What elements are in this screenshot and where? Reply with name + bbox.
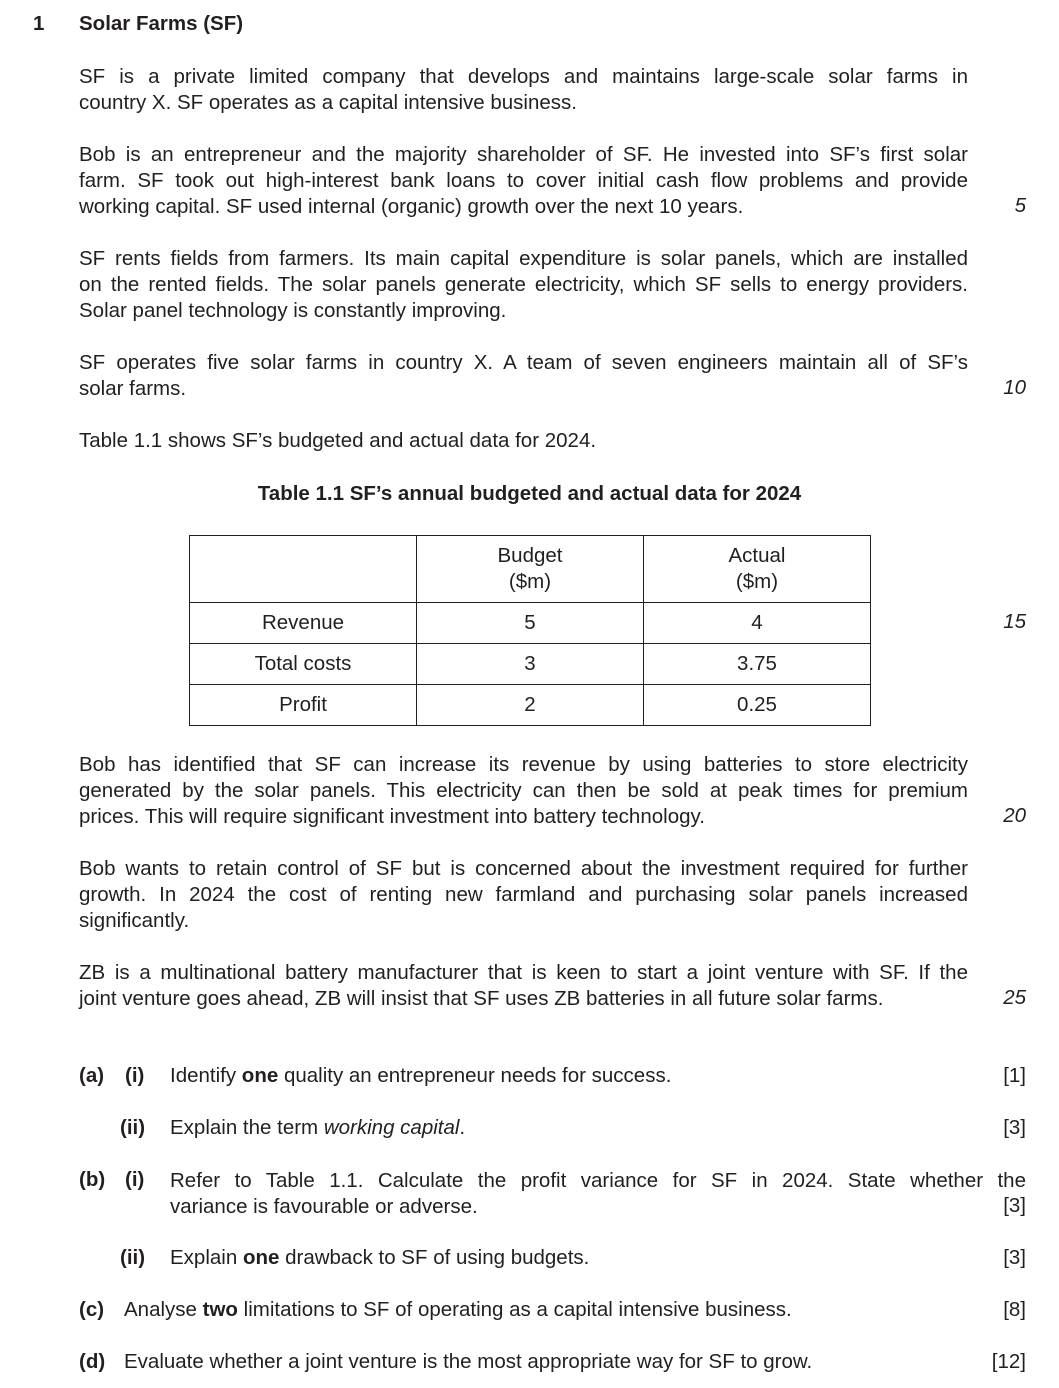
marks-b-i: [3] bbox=[1003, 1194, 1026, 1217]
part-b-ii-text bbox=[170, 1246, 589, 1270]
part-d-label: (d) bbox=[79, 1350, 106, 1373]
question-line: Refer to Table 1.1. Calculate the profit variance for SF in 2024. State whether the bbox=[170, 1169, 1026, 1192]
paragraph-line: Bob wants to retain control of SF but is concerned about the investment required for further bbox=[79, 857, 968, 880]
part-b-label: (b) bbox=[79, 1168, 106, 1191]
table-header-cell bbox=[644, 536, 871, 603]
paragraph-line: country X. SF operates as a capital intensive business. bbox=[79, 91, 577, 114]
question-text: Explain the term bbox=[170, 1116, 324, 1139]
table-header-row bbox=[190, 536, 871, 603]
paragraph-line: farm. SF took out high-interest bank loans to cover initial cash flow problems and provide bbox=[79, 169, 968, 192]
part-c-text bbox=[124, 1298, 792, 1322]
table-cell: 5 bbox=[417, 603, 644, 644]
question-number: 1 bbox=[33, 12, 45, 35]
paragraph-line: growth. In 2024 the cost of renting new farmland and purchasing solar panels increased bbox=[79, 883, 968, 906]
question-text: quality an entrepreneur needs for success. bbox=[278, 1064, 672, 1087]
table-row bbox=[190, 685, 871, 726]
paragraph-line: Bob has identified that SF can increase its revenue by using batteries to store electricity bbox=[79, 753, 968, 776]
part-a-ii-text bbox=[170, 1116, 465, 1140]
paragraph-8 bbox=[79, 960, 968, 1012]
part-b-i-label: (i) bbox=[125, 1168, 145, 1191]
part-d-text: Evaluate whether a joint venture is the most appropriate way for SF to grow. bbox=[124, 1350, 813, 1373]
header-line: Budget bbox=[497, 544, 563, 567]
table-header-cell bbox=[417, 536, 644, 603]
line-number: 20 bbox=[1003, 804, 1026, 827]
paragraph-line: Bob is an entrepreneur and the majority shareholder of SF. He invested into SF’s first solar bbox=[79, 143, 968, 166]
marks-b-ii: [3] bbox=[1003, 1246, 1026, 1269]
question-emphasis: one bbox=[241, 1064, 279, 1087]
table-cell: 4 bbox=[644, 603, 871, 644]
line-number: 25 bbox=[1003, 986, 1026, 1009]
question-text: drawback to SF of using budgets. bbox=[279, 1246, 590, 1269]
marks-a-i: [1] bbox=[1003, 1064, 1026, 1087]
table-header-cell bbox=[190, 536, 417, 603]
question-text: Analyse bbox=[124, 1298, 203, 1321]
paragraph-line: joint venture goes ahead, ZB will insist that SF uses ZB batteries in all future solar farms. bbox=[79, 987, 884, 1010]
paragraph-1 bbox=[79, 64, 968, 116]
paragraph-line: on the rented fields. The solar panels generate electricity, which SF sells to energy providers. bbox=[79, 273, 968, 296]
question-emphasis: one bbox=[242, 1246, 280, 1269]
paragraph-3 bbox=[79, 246, 968, 324]
question-title: Solar Farms (SF) bbox=[79, 12, 244, 35]
question-text: . bbox=[459, 1116, 466, 1139]
part-a-i-label: (i) bbox=[125, 1064, 145, 1087]
table-cell: 0.25 bbox=[644, 685, 871, 726]
question-line: variance is favourable or adverse. bbox=[170, 1195, 478, 1218]
question-emphasis: two bbox=[202, 1298, 238, 1321]
question-text: Explain bbox=[170, 1246, 243, 1269]
paragraph-5 bbox=[79, 428, 968, 454]
table-caption: Table 1.1 SF’s annual budgeted and actual data for 2024 bbox=[257, 482, 802, 505]
paragraph-4 bbox=[79, 350, 968, 402]
part-b-i-text bbox=[170, 1168, 1026, 1220]
part-c-label: (c) bbox=[79, 1298, 105, 1321]
header-line: Actual bbox=[728, 544, 786, 567]
question-text: limitations to SF of operating as a capital intensive business. bbox=[237, 1298, 792, 1321]
table-row bbox=[190, 644, 871, 685]
question-italic: working capital bbox=[323, 1116, 460, 1139]
marks-c: [8] bbox=[1003, 1298, 1026, 1321]
table-cell: 3.75 bbox=[644, 644, 871, 685]
table-cell: Revenue bbox=[190, 603, 417, 644]
header-line: ($m) bbox=[735, 570, 779, 593]
header-line: ($m) bbox=[508, 570, 552, 593]
paragraph-line: SF rents fields from farmers. Its main capital expenditure is solar panels, which are installed bbox=[79, 247, 968, 270]
paragraph-2 bbox=[79, 142, 968, 220]
paragraph-line: Solar panel technology is constantly improving. bbox=[79, 299, 507, 322]
paragraph-line: SF operates five solar farms in country X. A team of seven engineers maintain all of SF’s bbox=[79, 351, 968, 374]
data-table bbox=[189, 535, 871, 726]
paragraph-line: generated by the solar panels. This electricity can then be sold at peak times for premium bbox=[79, 779, 968, 802]
line-number: 10 bbox=[1003, 376, 1026, 399]
paragraph-line: ZB is a multinational battery manufacturer that is keen to start a joint venture with SF. If the bbox=[79, 961, 968, 984]
part-a-label: (a) bbox=[79, 1064, 105, 1087]
table-cell: 3 bbox=[417, 644, 644, 685]
marks-a-ii: [3] bbox=[1003, 1116, 1026, 1139]
part-a-ii-label: (ii) bbox=[120, 1116, 146, 1139]
table-cell: Profit bbox=[190, 685, 417, 726]
paragraph-line: solar farms. bbox=[79, 377, 187, 400]
table-cell: Total costs bbox=[190, 644, 417, 685]
paragraph-7 bbox=[79, 856, 968, 934]
paragraph-6 bbox=[79, 752, 968, 830]
paragraph-line: significantly. bbox=[79, 909, 190, 932]
table-cell: 2 bbox=[417, 685, 644, 726]
marks-d: [12] bbox=[991, 1350, 1026, 1373]
line-number: 15 bbox=[1003, 610, 1026, 633]
paragraph-line: working capital. SF used internal (organic) growth over the next 10 years. bbox=[79, 195, 744, 218]
table-row bbox=[190, 603, 871, 644]
question-text: Identify bbox=[170, 1064, 242, 1087]
paragraph-line: Table 1.1 shows SF’s budgeted and actual data for 2024. bbox=[79, 429, 597, 452]
line-number: 5 bbox=[1014, 194, 1026, 217]
paragraph-line: SF is a private limited company that develops and maintains large-scale solar farms in bbox=[79, 65, 968, 88]
part-a-i-text bbox=[170, 1064, 671, 1088]
part-b-ii-label: (ii) bbox=[120, 1246, 146, 1269]
paragraph-line: prices. This will require significant investment into battery technology. bbox=[79, 805, 705, 828]
